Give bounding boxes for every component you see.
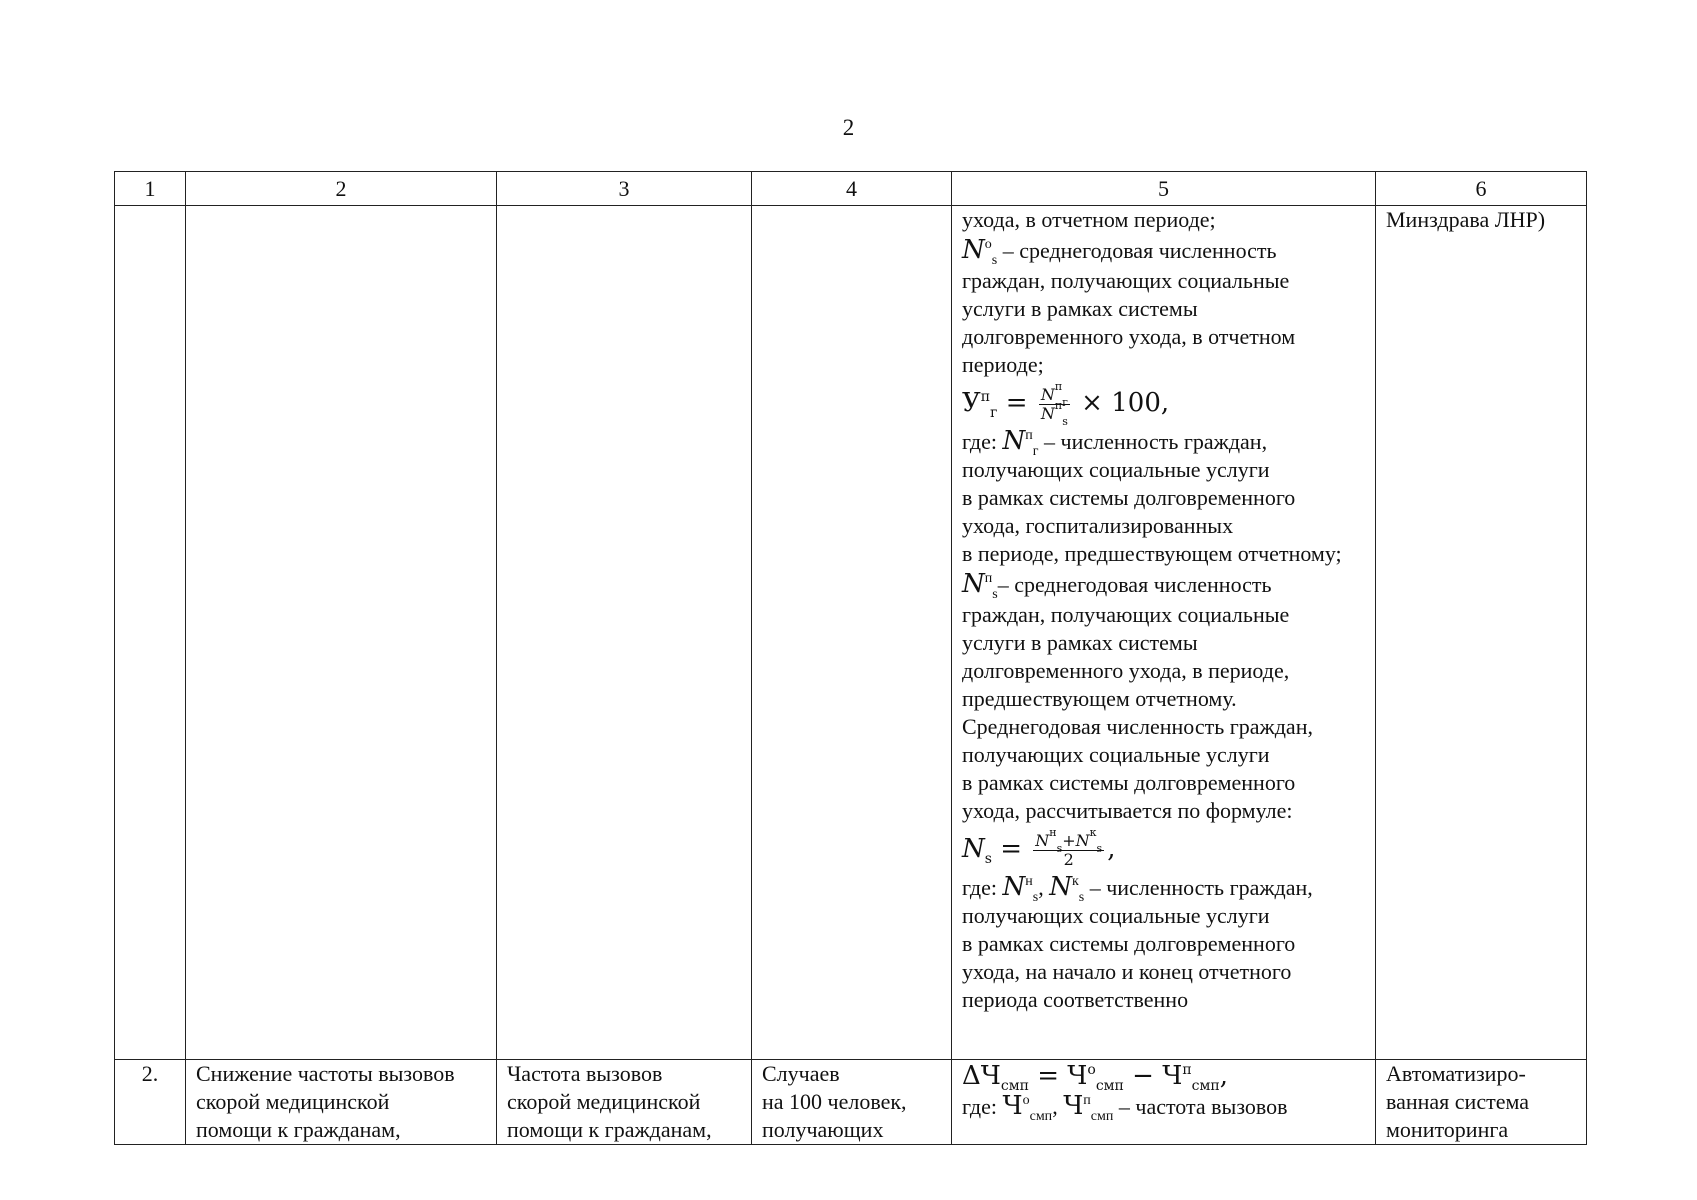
row2-col5-formula [952,1060,1376,1145]
text-line: предшествующем отчетному. [962,686,1237,711]
math-var: N [1049,872,1072,902]
text-separator: , [1052,1094,1064,1119]
text-line: в рамках системы долговременного [962,931,1296,956]
math-sup: о [1022,1093,1030,1108]
math-sup: к [1089,825,1097,839]
math-sub: смп [1029,1109,1053,1124]
math-sub: смп [1191,1078,1220,1094]
math-var: ΔЧ [962,1061,1001,1091]
text-prefix: где: [962,875,1003,900]
math-var: У [962,388,981,418]
row2-col4 [752,1060,952,1145]
indicators-table [114,171,1587,1145]
text-line: скорой медицинской [196,1089,390,1114]
text-line: долговременного ухода, в периоде, [962,658,1290,683]
table-row [115,206,1587,1060]
math-sup: н [1025,874,1033,889]
math-sup: п [1182,1062,1192,1078]
math-operator: − [1123,1061,1163,1091]
math-sup: о [984,237,992,252]
math-var: N [1002,872,1026,902]
row1-col3 [497,206,752,1060]
text-line: ухода, в отчетном периоде; [962,207,1216,232]
formula-call-frequency-change [962,1060,1365,1092]
math-var: N [1035,830,1050,850]
header-col-1: 1 [115,172,186,206]
math-sub: смп [1090,1109,1114,1124]
math-var: N [962,834,985,864]
row2-col6 [1376,1060,1587,1145]
text-line: мониторинга [1386,1117,1509,1142]
math-var: Ч [1162,1061,1183,1091]
math-sup: п [1083,1093,1091,1108]
table-header-row [115,172,1587,206]
math-var: N [1075,830,1090,850]
math-sub: г [1032,444,1039,459]
text-line: услуги в рамках системы [962,296,1198,321]
math-var: N [1002,426,1026,456]
text-line: ванная система [1386,1089,1530,1114]
row2-col1-number: 2. [115,1060,186,1145]
math-sub: s [984,851,992,867]
text-line: ухода, рассчитывается по формуле: [962,798,1293,823]
math-var: N [962,569,985,599]
text-suffix: – численность граждан, [1038,429,1268,454]
text-line: в рамках системы долговременного [962,770,1296,795]
table-row [115,1060,1587,1145]
math-sub: s [1062,414,1068,428]
header-col-3: 3 [497,172,752,206]
text-line: скорой медицинской [507,1089,701,1114]
math-sub: s [1078,890,1085,905]
math-sub: s [991,253,998,268]
math-sub: г [990,405,998,421]
formula-average-count: $N_s$ = $\frac{N^н_s+N^к_s}{2}$ , [962,825,1116,869]
math-sub: s [1032,890,1039,905]
row2-col2 [186,1060,497,1145]
text-prefix: где: [962,1094,1003,1119]
row1-col6 [1376,206,1587,1060]
math-sup: п [1054,398,1063,412]
text-suffix: – частота вызовов [1113,1094,1288,1119]
text-line: долговременного ухода, в отчетном [962,324,1296,349]
math-operator: + [1062,830,1076,850]
math-sub: s [1096,841,1103,855]
text-line: в периоде, предшествующем отчетному; [962,541,1342,566]
math-sup: п [1025,428,1033,443]
text-line: ухода, госпитализированных [962,513,1234,538]
text-line: на 100 человек, [762,1089,907,1114]
page-number: 2 [842,115,855,140]
math-sup: п [984,571,993,586]
text-line: Минздрава ЛНР) [1386,207,1546,232]
math-fraction [1039,379,1070,428]
math-sup: п [1054,379,1063,393]
text-separator: , [1038,875,1050,900]
text-line: Случаев [762,1061,840,1086]
text-line: получающих социальные услуги [962,742,1270,767]
math-text: × 100, [1072,388,1170,418]
math-denominator: 2 [1063,849,1074,869]
math-var: Ч [1067,1061,1088,1091]
formula-line [962,234,1365,267]
math-var: N [1040,403,1055,423]
text-suffix: – численность граждан, [1084,875,1313,900]
text-line: граждан, получающих социальные [962,602,1290,627]
math-var: Ч [1002,1091,1023,1121]
text-line [962,1091,1365,1124]
math-text: , [1219,1061,1228,1091]
text-line: Частота вызовов [507,1061,663,1086]
math-sup: о [1087,1062,1096,1078]
text-line: – среднегодовая численность [997,238,1277,263]
text-line: получающих социальные услуги [962,457,1270,482]
math-sub: смп [1095,1078,1124,1094]
text-line: Среднегодовая численность граждан, [962,714,1313,739]
math-fraction [1033,825,1104,869]
text-line: в рамках системы долговременного [962,485,1296,510]
formula-share-hospitalized: $У^п_г$ = $\frac{N^п_г}{N^п_s}$ × 100, [962,379,1170,428]
row2-col3 [497,1060,752,1145]
math-sub: смп [1000,1078,1029,1094]
math-sup: к [1071,874,1079,889]
header-col-2: 2 [186,172,497,206]
math-sup: п [980,389,991,405]
math-sup: н [1049,825,1057,839]
row1-col1 [115,206,186,1060]
text-line: периоде; [962,352,1044,377]
text-line: граждан, получающих социальные [962,268,1290,293]
math-var: N [1040,384,1055,404]
row1-col2 [186,206,497,1060]
text-line: помощи к гражданам, [507,1117,712,1142]
math-operator: = [1028,1061,1068,1091]
math-sub: s [1056,841,1063,855]
header-col-4: 4 [752,172,952,206]
text-line: услуги в рамках системы [962,630,1198,655]
math-sub: г [1062,395,1068,409]
math-sub: s [992,587,998,602]
math-var: N [962,235,985,265]
header-col-6: 6 [1376,172,1587,206]
text-line: ухода, на начало и конец отчетного [962,959,1292,984]
text-line: получающих социальные услуги [962,903,1270,928]
text-prefix: где: [962,429,1003,454]
text-line [962,426,1365,459]
text-line [962,872,1365,905]
header-col-5: 5 [952,172,1376,206]
row1-col5-formula-text [952,206,1376,1060]
formula-line [962,568,1365,601]
text-line: Снижение частоты вызовов [196,1061,455,1086]
text-line: получающих [762,1117,884,1142]
row1-col4 [752,206,952,1060]
text-line: Автоматизиро- [1386,1061,1526,1086]
math-var: Ч [1063,1091,1084,1121]
text-line: помощи к гражданам, [196,1117,401,1142]
math-text: , [1107,834,1116,864]
text-line: – среднегодовая численность [997,572,1272,597]
text-line: периода соответственно [962,987,1189,1012]
